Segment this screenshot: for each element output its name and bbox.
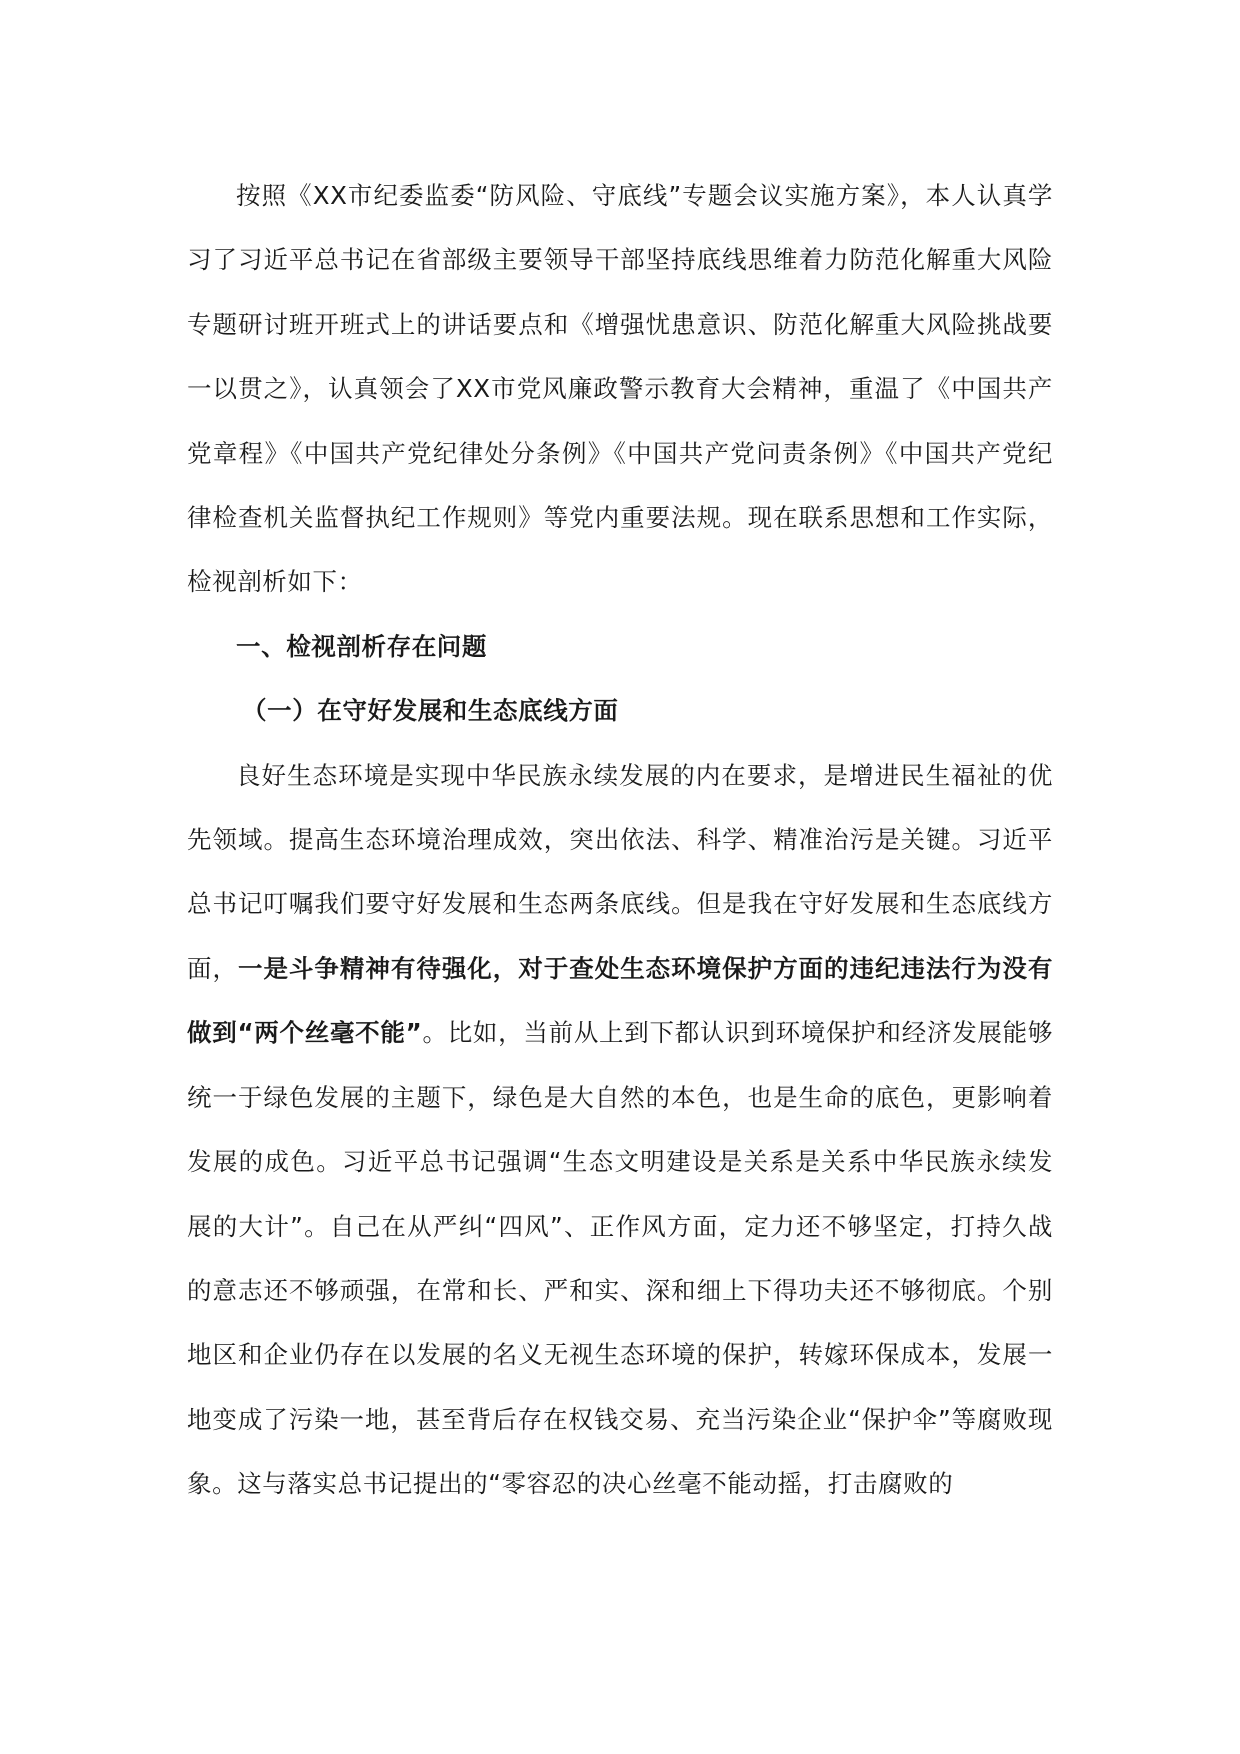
body-paragraph — [187, 744, 1053, 1517]
body-text-part1: 良好生态环境是实现中华民族永续发展的内在要求，是增进民生福祉的优先领域。提高生态环境治理成效，突出依法、科学、精准治污是关键。习近平总书记叮嘱我们要守好发展和生态两条底线。但是我在守好发展和生态底线方面， — [187, 760, 1053, 983]
document-body — [187, 164, 1053, 1517]
intro-paragraph: 按照《XX市纪委监委“防风险、守底线”专题会议实施方案》，本人认真学习了习近平总书记在省部级主要领导干部坚持底线思维着力防范化解重大风险专题研讨班开班式上的讲话要点和《增强忧患意识、防范化解重大风险挑战要一以贯之》，认真领会了XX市党风廉政警示教育大会精神，重温了《中国共产党章程》《中国共产党纪律处分条例》《中国共产党问责条例》《中国共产党纪律检查机关监督执纪工作规则》等党内重要法规。现在联系思想和工作实际，检视剖析如下： — [187, 181, 1053, 597]
subsection-heading: （一）在守好发展和生态底线方面 — [242, 696, 619, 726]
body-bold-text: 一是斗争精神有待强化，对于查处生态环境保护方面的违纪违法行为没有做到“两个丝毫不能” — [187, 953, 1053, 1048]
section-heading: 一、检视剖析存在问题 — [236, 631, 487, 661]
body-text-part2: 。比如，当前从上到下都认识到环境保护和经济发展能够统一于绿色发展的主题下，绿色是大自然的本色，也是生命的底色，更影响着发展的成色。习近平总书记强调“生态文明建设是关系是关系中华民族永续发展的大计”。自己在从严纠“四风”、正作风方面，定力还不够坚定，打持久战的意志还不够顽强，在常和长、严和实、深和细上下得功夫还不够彻底。个别地区和企业仍存在以发展的名义无视生态环境的保护，转嫁环保成本，发展一地变成了污染一地，甚至背后存在权钱交易、充当污染企业“保护伞”等腐败现象。这与落实总书记提出的“零容忍的决心丝毫不能动摇，打击腐败的 — [187, 1018, 1053, 1499]
